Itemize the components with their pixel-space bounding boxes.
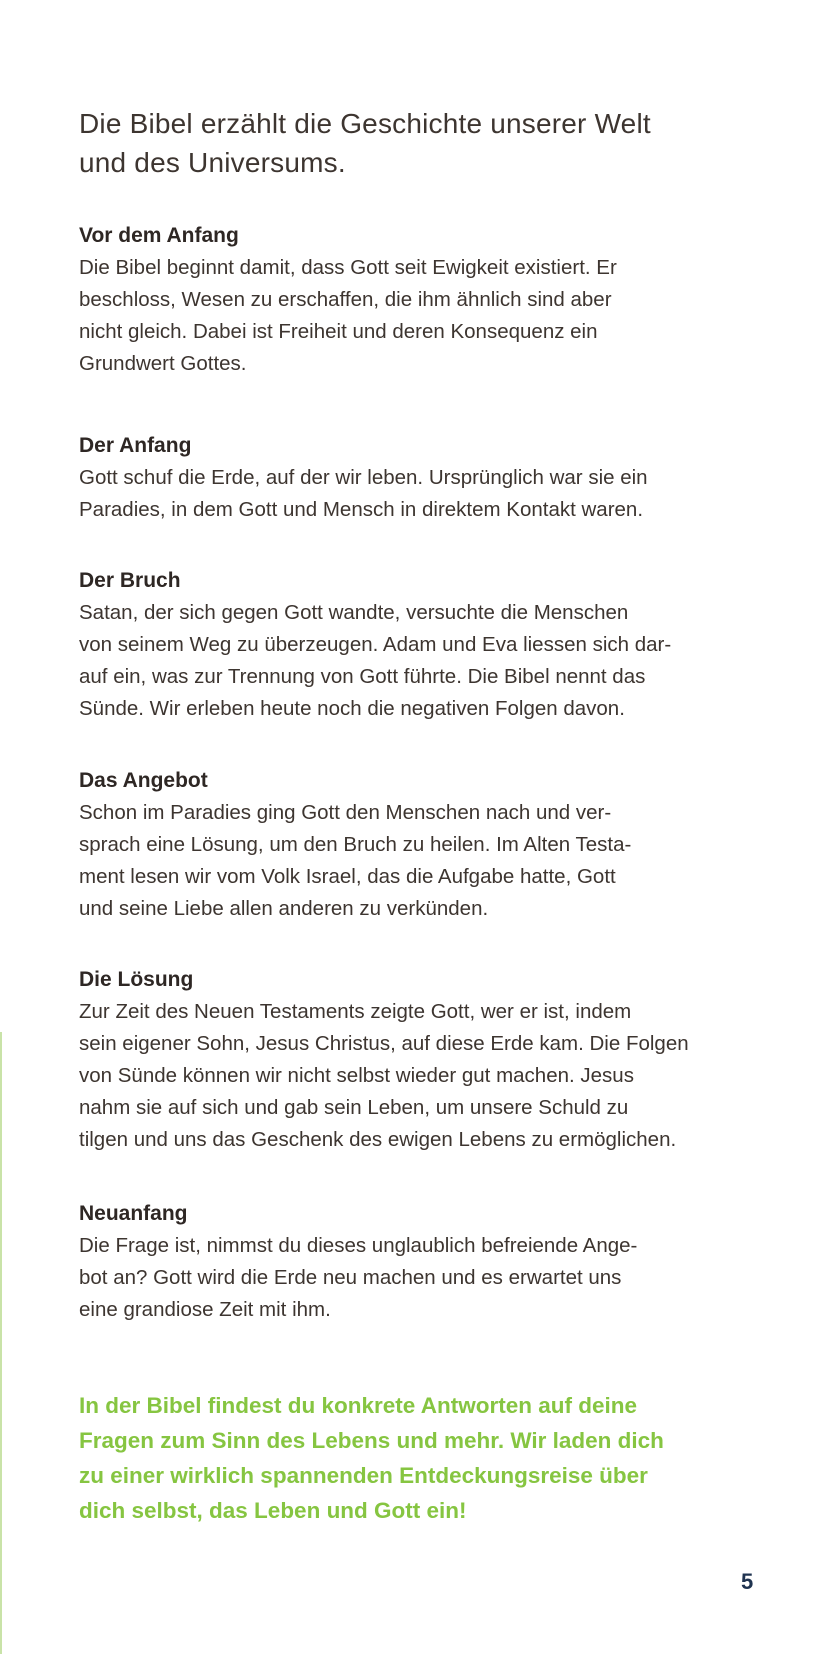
body-line: ment lesen wir vom Volk Israel, das die Aufgabe hatte, Gott bbox=[79, 865, 616, 888]
body-line: auf ein, was zur Trennung von Gott führte. Die Bibel nennt das bbox=[79, 665, 646, 688]
cta-line: Fragen zum Sinn des Lebens und mehr. Wir laden dich bbox=[79, 1428, 664, 1453]
left-margin-rule bbox=[0, 1032, 2, 1654]
section-der-bruch bbox=[79, 565, 779, 725]
body-line: Grundwert Gottes. bbox=[79, 352, 247, 375]
section-heading: Neuanfang bbox=[79, 1202, 188, 1225]
body-line: eine grandiose Zeit mit ihm. bbox=[79, 1298, 331, 1321]
body-line: von Sünde können wir nicht selbst wieder gut machen. Jesus bbox=[79, 1064, 634, 1087]
section-heading: Das Angebot bbox=[79, 769, 208, 792]
body-line: Zur Zeit des Neuen Testaments zeigte Gott, wer er ist, indem bbox=[79, 1000, 632, 1023]
section-heading: Der Bruch bbox=[79, 569, 181, 592]
section-neuanfang bbox=[79, 1198, 779, 1326]
section-body bbox=[79, 1230, 779, 1326]
body-line: von seinem Weg zu überzeugen. Adam und Eva liessen sich dar- bbox=[79, 633, 672, 656]
body-line: bot an? Gott wird die Erde neu machen und es erwartet uns bbox=[79, 1266, 622, 1289]
body-line: Schon im Paradies ging Gott den Menschen nach und ver- bbox=[79, 801, 612, 824]
body-line: Die Bibel beginnt damit, dass Gott seit Ewigkeit existiert. Er bbox=[79, 256, 617, 279]
body-line: Paradies, in dem Gott und Mensch in direktem Kontakt waren. bbox=[79, 498, 644, 521]
body-line: Satan, der sich gegen Gott wandte, versuchte die Menschen bbox=[79, 601, 629, 624]
section-body bbox=[79, 797, 779, 925]
call-to-action bbox=[79, 1388, 779, 1528]
section-das-angebot bbox=[79, 765, 779, 925]
section-body bbox=[79, 597, 779, 725]
section-heading: Vor dem Anfang bbox=[79, 224, 239, 247]
body-line: sprach eine Lösung, um den Bruch zu heilen. Im Alten Testa- bbox=[79, 833, 632, 856]
page-number: 5 bbox=[741, 1569, 754, 1594]
section-heading: Der Anfang bbox=[79, 434, 192, 457]
intro-line: und des Universums. bbox=[79, 147, 346, 178]
section-body bbox=[79, 462, 779, 526]
body-line: beschloss, Wesen zu erschaffen, die ihm ähnlich sind aber bbox=[79, 288, 612, 311]
body-line: sein eigener Sohn, Jesus Christus, auf diese Erde kam. Die Folgen bbox=[79, 1032, 689, 1055]
body-line: nicht gleich. Dabei ist Freiheit und deren Konsequenz ein bbox=[79, 320, 598, 343]
section-body bbox=[79, 996, 779, 1156]
cta-line: In der Bibel findest du konkrete Antworten auf deine bbox=[79, 1393, 637, 1418]
cta-line: zu einer wirklich spannenden Entdeckungsreise über bbox=[79, 1463, 648, 1488]
section-vor-dem-anfang bbox=[79, 220, 779, 380]
section-der-anfang bbox=[79, 430, 779, 526]
body-line: nahm sie auf sich und gab sein Leben, um unsere Schuld zu bbox=[79, 1096, 629, 1119]
body-line: tilgen und uns das Geschenk des ewigen Lebens zu ermöglichen. bbox=[79, 1128, 677, 1151]
body-line: und seine Liebe allen anderen zu verkünden. bbox=[79, 897, 489, 920]
body-line: Die Frage ist, nimmst du dieses unglaublich befreiende Ange- bbox=[79, 1234, 638, 1257]
intro-line: Die Bibel erzählt die Geschichte unserer Welt bbox=[79, 108, 651, 139]
section-body bbox=[79, 252, 779, 380]
body-line: Sünde. Wir erleben heute noch die negativen Folgen davon. bbox=[79, 697, 625, 720]
section-die-loesung bbox=[79, 964, 779, 1156]
section-heading: Die Lösung bbox=[79, 968, 194, 991]
intro-text bbox=[79, 104, 779, 182]
body-line: Gott schuf die Erde, auf der wir leben. Ursprünglich war sie ein bbox=[79, 466, 648, 489]
cta-line: dich selbst, das Leben und Gott ein! bbox=[79, 1498, 467, 1523]
